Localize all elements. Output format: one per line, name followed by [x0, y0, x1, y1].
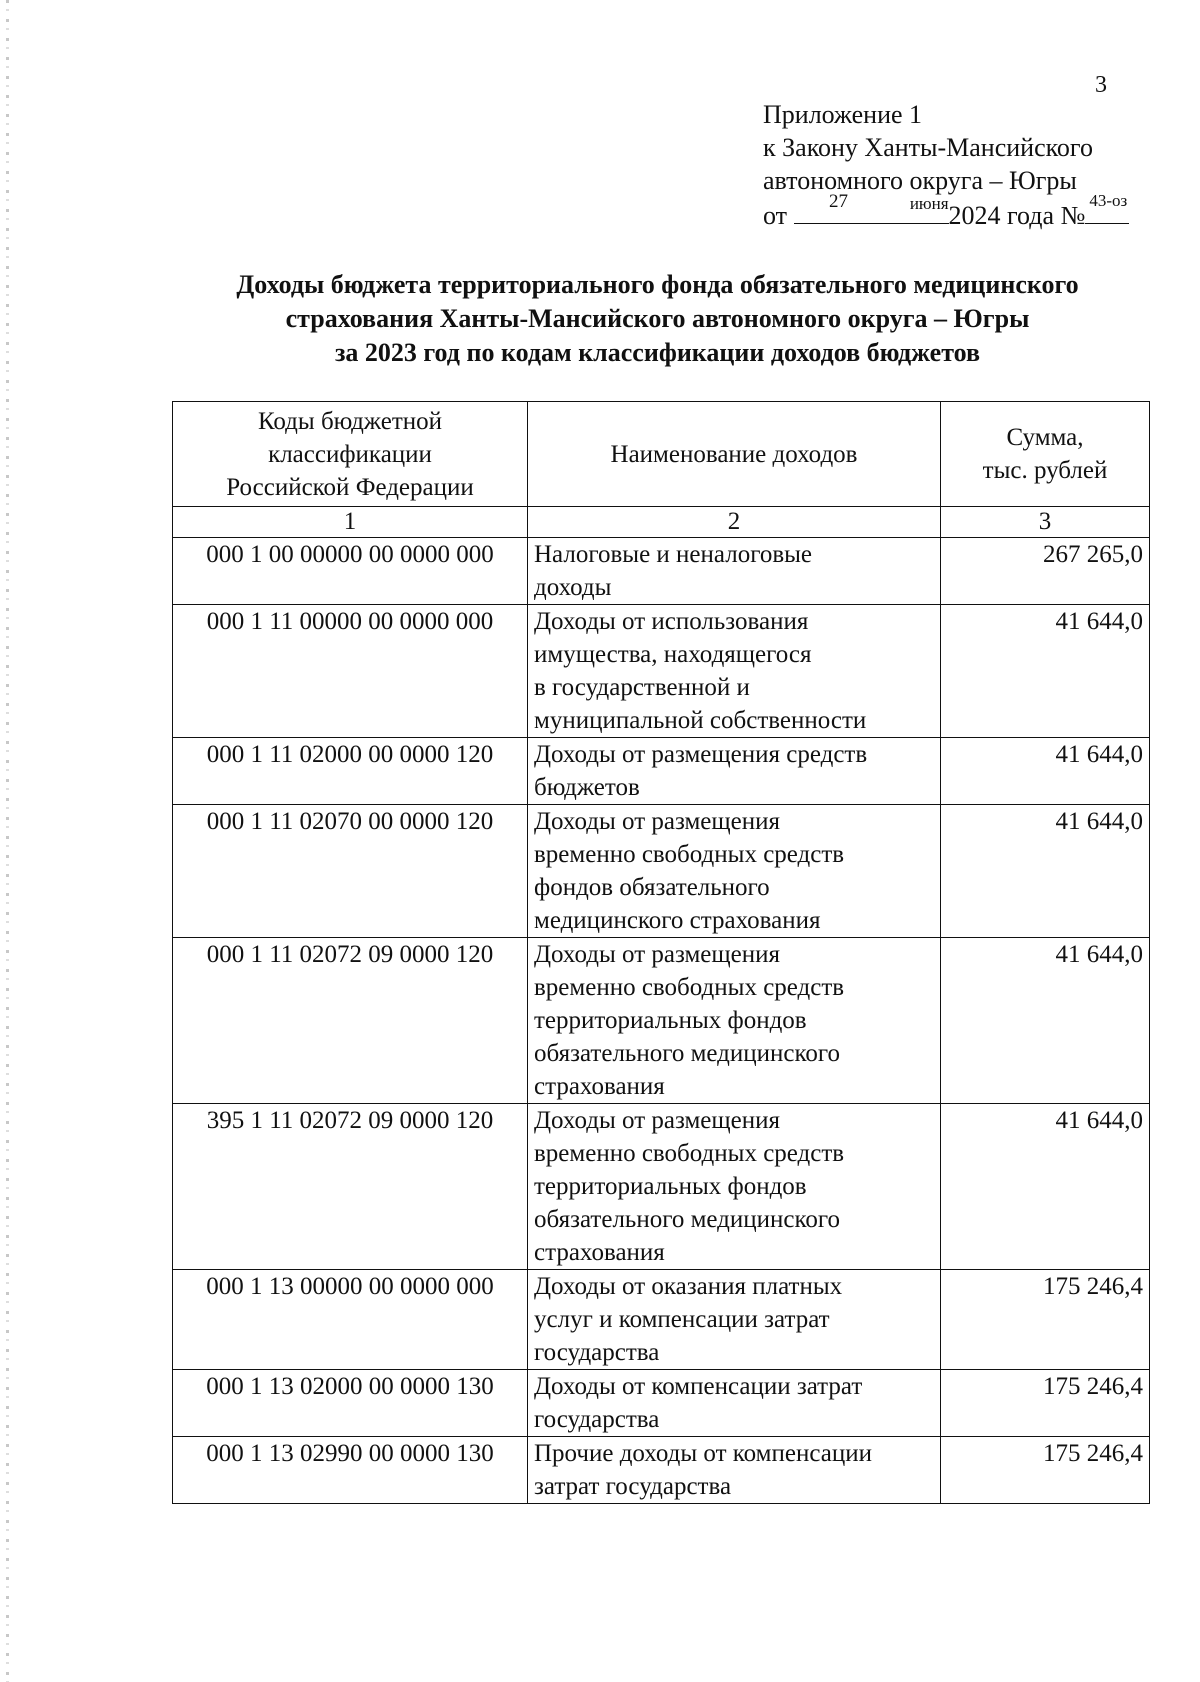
- header-amount-line: Сумма,: [1006, 424, 1084, 451]
- income-name-line: Прочие доходы от компенсации: [534, 1440, 872, 1467]
- date-month: июня: [909, 194, 949, 213]
- income-name-line: временно свободных средств: [534, 974, 845, 1001]
- table-row: [173, 1370, 1150, 1437]
- date-year: 2024 года №: [948, 201, 1086, 230]
- header-amount: [941, 402, 1150, 507]
- income-name-line: территориальных фондов: [534, 1007, 807, 1034]
- title-line-1: Доходы бюджета территориального фонда обязательного медицинского: [236, 270, 1079, 299]
- income-name-line: Налоговые и неналоговые: [534, 541, 813, 568]
- income-amount: 41 644,0: [941, 938, 1150, 1104]
- income-name-line: доходы: [534, 574, 612, 601]
- header-code-line: классификации: [268, 440, 432, 468]
- appendix-line-2: к Закону Ханты-Мансийского: [763, 133, 1093, 162]
- income-name-line: в государственной и: [534, 674, 750, 701]
- table-row: [173, 1104, 1150, 1270]
- title-line-2: страхования Ханты-Мансийского автономного округа – Югры: [285, 304, 1030, 333]
- income-amount: 41 644,0: [941, 805, 1150, 938]
- column-number: 3: [941, 507, 1150, 538]
- header-code-line: Российской Федерации: [226, 473, 474, 501]
- table-row: [173, 1437, 1150, 1504]
- law-number: 43-оз: [1089, 191, 1128, 210]
- revenue-table: [172, 401, 1150, 1504]
- income-code: 000 1 11 02000 00 0000 120: [173, 738, 528, 805]
- table-row: [173, 805, 1150, 938]
- scan-edge-artifact: [6, 0, 9, 1682]
- income-name-line: Доходы от оказания платных: [534, 1273, 843, 1300]
- appendix-header: [763, 98, 1129, 232]
- income-code: 395 1 11 02072 09 0000 120: [173, 1104, 528, 1270]
- income-code: 000 1 13 00000 00 0000 000: [173, 1270, 528, 1370]
- income-name-line: медицинского страхования: [534, 907, 821, 934]
- table-row: [173, 605, 1150, 738]
- income-name-line: муниципальной собственности: [534, 707, 867, 734]
- income-name-line: Доходы от использования: [534, 608, 809, 635]
- income-amount: 267 265,0: [941, 538, 1150, 605]
- income-name-line: Доходы от размещения средств: [534, 741, 868, 768]
- header-name: Наименование доходов: [528, 402, 941, 507]
- income-name-line: Доходы от размещения: [534, 1107, 781, 1134]
- income-name: [528, 1370, 941, 1437]
- document-title: [80, 268, 1200, 370]
- header-code-line: Коды бюджетной: [257, 407, 443, 435]
- date-prefix: от: [763, 201, 788, 230]
- income-name-line: Доходы от компенсации затрат: [534, 1373, 863, 1400]
- date-month-field: [884, 194, 949, 224]
- income-code: 000 1 13 02000 00 0000 130: [173, 1370, 528, 1437]
- income-amount: 175 246,4: [941, 1270, 1150, 1370]
- income-name: [528, 1104, 941, 1270]
- income-name-line: имущества, находящегося: [534, 641, 812, 668]
- income-code: 000 1 00 00000 00 0000 000: [173, 538, 528, 605]
- income-name-line: услуг и компенсации затрат: [534, 1306, 830, 1333]
- table-row: [173, 1270, 1150, 1370]
- income-name-line: государства: [534, 1339, 660, 1366]
- table-row: [173, 538, 1150, 605]
- income-name-line: временно свободных средств: [534, 1140, 845, 1167]
- income-name-line: территориальных фондов: [534, 1173, 807, 1200]
- income-name-line: государства: [534, 1406, 660, 1433]
- title-line-3: за 2023 год по кодам классификации доходов бюджетов: [334, 338, 981, 367]
- income-name-line: страхования: [534, 1239, 665, 1266]
- income-name: [528, 1437, 941, 1504]
- column-number: 2: [528, 507, 941, 538]
- header-amount-line: тыс. рублей: [982, 457, 1108, 484]
- income-name-line: обязательного медицинского: [534, 1040, 841, 1067]
- income-code: 000 1 11 02070 00 0000 120: [173, 805, 528, 938]
- appendix-date-line: [763, 191, 1129, 232]
- income-name: [528, 605, 941, 738]
- law-number-field: [1085, 191, 1129, 224]
- income-amount: 175 246,4: [941, 1437, 1150, 1504]
- income-amount: 41 644,0: [941, 738, 1150, 805]
- table-header-row: [173, 402, 1150, 507]
- table-row: [173, 938, 1150, 1104]
- income-name: [528, 738, 941, 805]
- income-name-line: страхования: [534, 1073, 665, 1100]
- income-name-line: бюджетов: [534, 774, 640, 801]
- table-row: [173, 738, 1150, 805]
- income-code: 000 1 13 02990 00 0000 130: [173, 1437, 528, 1504]
- column-number-row: [173, 507, 1150, 538]
- page-number: 3: [1095, 72, 1107, 98]
- appendix-line-1: Приложение 1: [763, 100, 923, 129]
- column-number: 1: [173, 507, 528, 538]
- income-code: 000 1 11 02072 09 0000 120: [173, 938, 528, 1104]
- income-name: [528, 938, 941, 1104]
- income-name-line: затрат государства: [534, 1473, 732, 1500]
- income-name-line: обязательного медицинского: [534, 1206, 841, 1233]
- income-name-line: временно свободных средств: [534, 841, 845, 868]
- income-name: [528, 538, 941, 605]
- income-code: 000 1 11 00000 00 0000 000: [173, 605, 528, 738]
- income-name-line: Доходы от размещения: [534, 941, 781, 968]
- income-name: [528, 805, 941, 938]
- date-day-field: [794, 191, 884, 224]
- income-name-line: Доходы от размещения: [534, 808, 781, 835]
- income-name: [528, 1270, 941, 1370]
- date-day: 27: [829, 191, 849, 212]
- income-amount: 41 644,0: [941, 605, 1150, 738]
- appendix-line-3: автономного округа – Югры: [763, 166, 1077, 195]
- income-amount: 175 246,4: [941, 1370, 1150, 1437]
- header-code: [173, 402, 528, 507]
- income-name-line: фондов обязательного: [534, 874, 770, 901]
- income-amount: 41 644,0: [941, 1104, 1150, 1270]
